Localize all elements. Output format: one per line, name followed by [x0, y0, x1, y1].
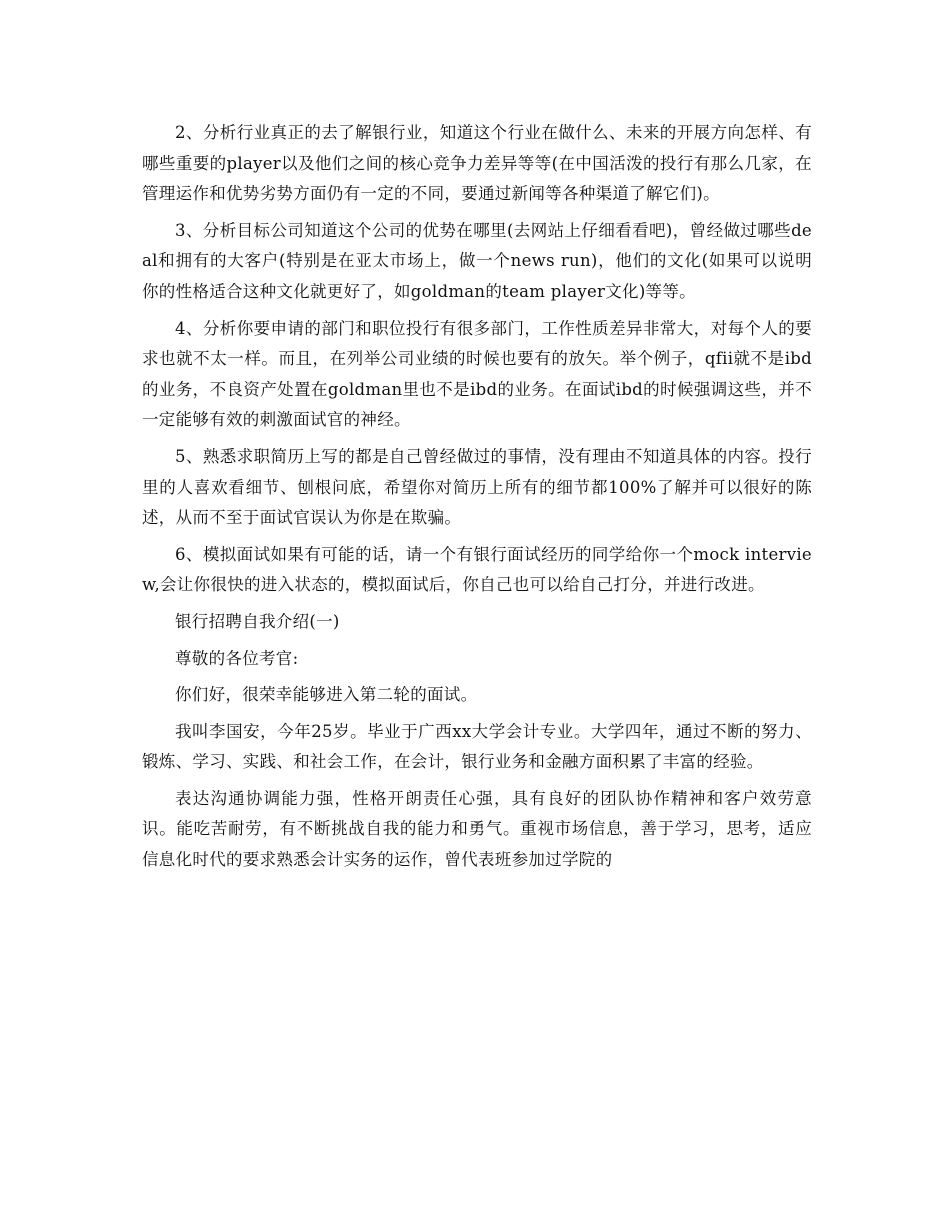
paragraph-self-intro: 我叫李国安，今年25岁。毕业于广西xx大学会计专业。大学四年，通过不断的努力、锻炼、学习、实践、和社会工作，在会计，银行业务和金融方面积累了丰富的经验。: [142, 721, 812, 772]
section-heading: 银行招聘自我介绍(一): [175, 611, 340, 631]
paragraph-greeting: 你们好，很荣幸能够进入第二轮的面试。: [175, 685, 478, 705]
paragraph-analyze-target-company: 3、分析目标公司知道这个公司的优势在哪里(去网站上仔细看看吧)，曾经做过哪些deal和拥有的大客户(特别是在亚太市场上，做一个news run)，他们的文化(如果可以说明你的性格适合这种文化就更好了，如goldman的team player文化)等等。: [142, 220, 812, 301]
document-body: [142, 118, 812, 882]
paragraph-abilities: 表达沟通协调能力强，性格开朗责任心强，具有良好的团队协作精神和客户效劳意识。能吃苦耐劳，有不断挑战自我的能力和勇气。重视市场信息，善于学习，思考，适应信息化时代的要求熟悉会计实务的运作，曾代表班参加过学院的: [142, 788, 812, 870]
paragraph-know-resume: 5、熟悉求职简历上写的都是自己曾经做过的事情，没有理由不知道具体的内容。投行里的人喜欢看细节、刨根问底，希望你对简历上所有的细节都100%了解并可以很好的陈述，从而不至于面试官误认为你是在欺骗。: [142, 446, 812, 528]
paragraph-analyze-industry: 2、分析行业真正的去了解银行业，知道这个行业在做什么、未来的开展方向怎样、有哪些重要的player以及他们之间的核心竞争力差异等等(在中国活泼的投行有那么几家，在管理运作和优势劣势方面仍有一定的不同，要通过新闻等各种渠道了解它们)。: [142, 123, 812, 204]
paragraph-mock-interview: 6、模拟面试如果有可能的话，请一个有银行面试经历的同学给你一个mock interview,会让你很快的进入状态的，模拟面试后，你自己也可以给自己打分，并进行改进。: [142, 544, 812, 595]
paragraph-analyze-department: 4、分析你要申请的部门和职位投行有很多部门，工作性质差异非常大，对每个人的要求也就不太一样。而且，在列举公司业绩的时候也要有的放矢。举个例子，qfii就不是ibd的业务，不良资产处置在goldman里也不是ibd的业务。在面试ibd的时候强调这些，并不一定能够有效的刺激面试官的神经。: [142, 318, 812, 430]
salutation: 尊敬的各位考官:: [175, 648, 299, 668]
